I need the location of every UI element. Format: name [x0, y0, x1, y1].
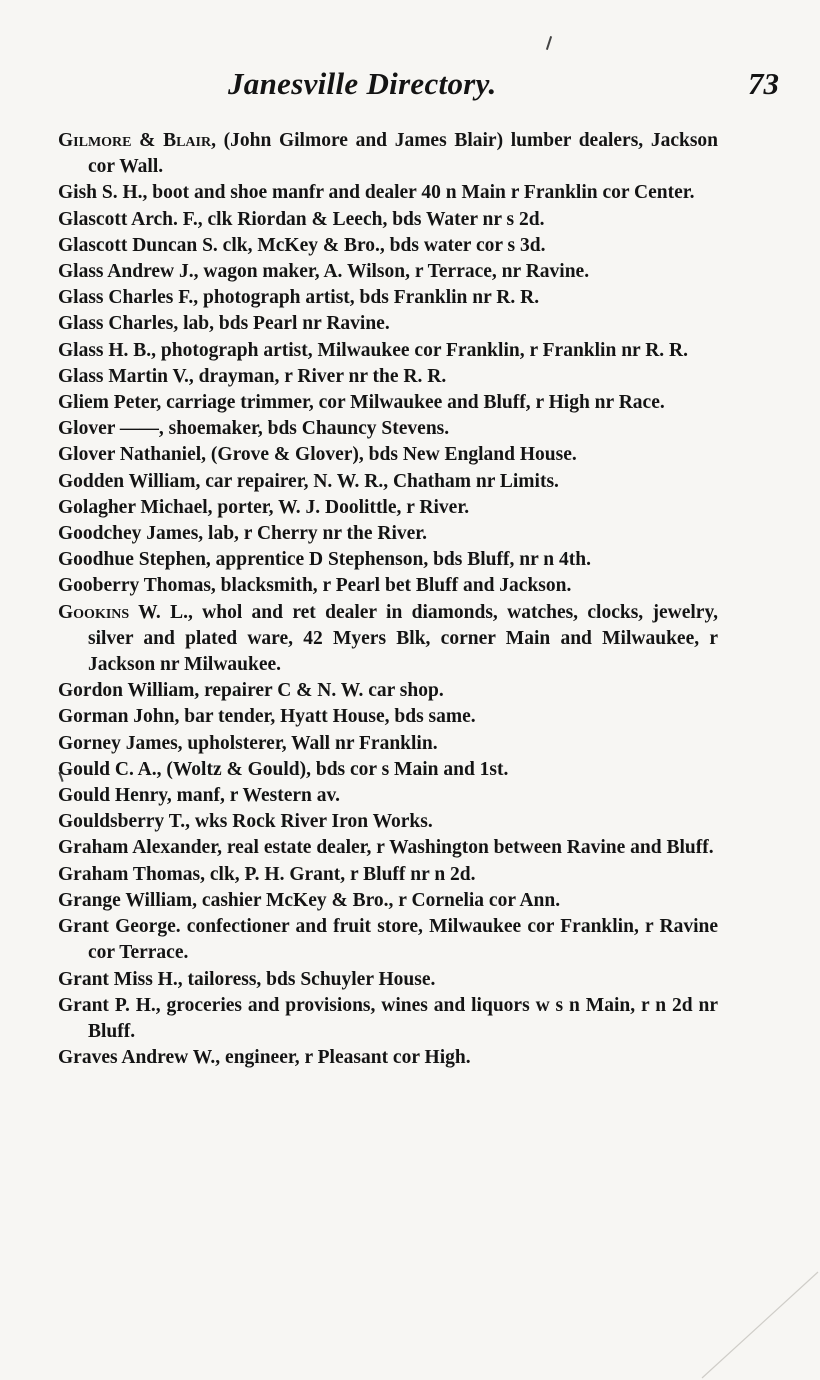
directory-entry — [58, 678, 718, 704]
entry-text: Gould Henry, manf, r Western av. — [58, 785, 341, 807]
entry-text: Glover ——, shoemaker, bds Chauncy Stevens. — [58, 418, 450, 440]
entry-text: Godden William, car repairer, N. W. R., Chatham nr Limits. — [58, 470, 559, 492]
entry-text: Gordon William, repairer C & N. W. car shop. — [58, 680, 444, 702]
entry-text: Glass Charles F., photograph artist, bds Franklin nr R. R. — [58, 287, 540, 309]
entry-text: Graham Alexander, real estate dealer, r Washington between Ravine and Bluff. — [58, 837, 714, 859]
directory-entry — [58, 862, 718, 888]
entry-text: W. L., whol and ret dealer in diamonds, watches, clocks, jewelry, silver and plated ware, 42 Myers Blk, corner Main and Milwaukee, r Jackson nr Milwaukee. — [88, 601, 718, 676]
directory-entry — [58, 835, 718, 861]
directory-entry — [58, 1045, 718, 1071]
entry-text: Glass Martin V., drayman, r River nr the R. R. — [58, 365, 447, 387]
page-number: 73 — [748, 66, 779, 101]
directory-entry — [58, 364, 718, 390]
directory-entry — [58, 495, 718, 521]
directory-entry — [58, 967, 718, 993]
directory-entry — [58, 731, 718, 757]
entry-text: Grant George. confectioner and fruit store, Milwaukee cor Franklin, r Ravine cor Terrace. — [58, 916, 718, 964]
entry-lead-name: Gookins — [58, 601, 130, 623]
entry-text: Glascott Arch. F., clk Riordan & Leech, bds Water nr s 2d. — [58, 208, 545, 230]
entry-text: , (John Gilmore and James Blair) lumber dealers, Jackson cor Wall. — [88, 130, 718, 178]
directory-entry — [58, 390, 718, 416]
entry-text: Glass Charles, lab, bds Pearl nr Ravine. — [58, 313, 390, 335]
page-fold-line — [690, 1270, 820, 1380]
directory-entry — [58, 704, 718, 730]
entry-text: Grange William, cashier McKey & Bro., r Cornelia cor Ann. — [58, 889, 561, 911]
directory-entry — [58, 442, 718, 468]
entry-text: Glass Andrew J., wagon maker, A. Wilson, r Terrace, nr Ravine. — [58, 261, 590, 283]
running-header — [0, 66, 820, 110]
entry-text: Graham Thomas, clk, P. H. Grant, r Bluff nr n 2d. — [58, 863, 476, 885]
entry-text: Goodhue Stephen, apprentice D Stephenson, bds Bluff, nr n 4th. — [58, 549, 591, 571]
directory-entry — [58, 888, 718, 914]
directory-entry — [58, 757, 718, 783]
entry-text: Gould C. A., (Woltz & Gould), bds cor s Main and 1st. — [58, 758, 509, 780]
entry-text: Glover Nathaniel, (Grove & Glover), bds New England House. — [58, 444, 577, 466]
page-title: Janesville Directory. — [228, 66, 497, 101]
entry-text: Gorman John, bar tender, Hyatt House, bds same. — [58, 706, 476, 728]
directory-entry — [58, 311, 718, 337]
entry-text: Glass H. B., photograph artist, Milwaukee cor Franklin, r Franklin nr R. R. — [58, 339, 689, 361]
directory-entry — [58, 416, 718, 442]
entry-text: Graves Andrew W., engineer, r Pleasant cor High. — [58, 1047, 471, 1069]
entry-text: Gooberry Thomas, blacksmith, r Pearl bet Bluff and Jackson. — [58, 575, 572, 597]
stray-mark — [546, 36, 552, 50]
directory-entry — [58, 180, 718, 206]
entry-text: Goodchey James, lab, r Cherry nr the River. — [58, 523, 428, 545]
directory-entries — [58, 128, 718, 1071]
directory-entry — [58, 233, 718, 259]
entry-lead-name: Gilmore & Blair — [58, 130, 212, 151]
entry-text: Gliem Peter, carriage trimmer, cor Milwaukee and Bluff, r High nr Race. — [58, 392, 665, 414]
directory-entry — [58, 207, 718, 233]
directory-entry — [58, 547, 718, 573]
directory-entry — [58, 600, 718, 679]
directory-entry — [58, 783, 718, 809]
directory-entry — [58, 809, 718, 835]
directory-entry — [58, 338, 718, 364]
directory-entry — [58, 914, 718, 966]
directory-entry — [58, 285, 718, 311]
directory-entry — [58, 259, 718, 285]
entry-text: Grant P. H., groceries and provisions, wines and liquors w s n Main, r n 2d nr Bluff. — [58, 994, 718, 1042]
directory-entry — [58, 469, 718, 495]
entry-text: Glascott Duncan S. clk, McKey & Bro., bds water cor s 3d. — [58, 234, 546, 256]
directory-entry — [58, 128, 718, 180]
entry-text: Gish S. H., boot and shoe manfr and dealer 40 n Main r Franklin cor Center. — [58, 182, 695, 204]
directory-entry — [58, 521, 718, 547]
entry-text: Gorney James, upholsterer, Wall nr Franklin. — [58, 732, 438, 754]
entry-text: Golagher Michael, porter, W. J. Doolittle, r River. — [58, 496, 470, 518]
entry-text: Grant Miss H., tailoress, bds Schuyler House. — [58, 968, 436, 990]
entry-text: Gouldsberry T., wks Rock River Iron Works. — [58, 811, 433, 833]
directory-entry — [58, 993, 718, 1045]
directory-entry — [58, 573, 718, 599]
